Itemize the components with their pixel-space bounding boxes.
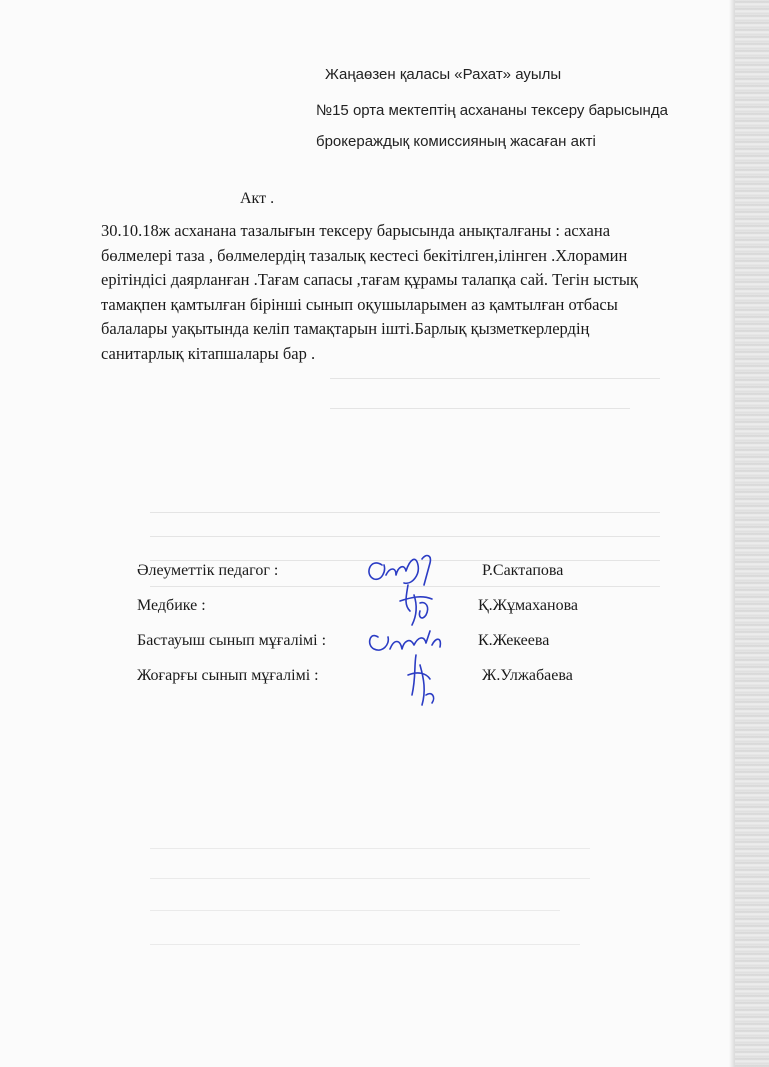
signatory-name: Р.Сактапова: [482, 562, 564, 579]
signatory-name: Қ.Жұмаханова: [478, 597, 579, 614]
header-line-3: брокераждық комиссияның жасаған акті: [316, 133, 596, 150]
signatory-role: Бастауыш сынып мұғалімі :: [137, 632, 327, 649]
body-line: 30.10.18ж асханана тазалығын тексеру барысында анықталғаны : асхана: [101, 221, 611, 240]
body-line: бөлмелері таза , бөлмелердің тазалық кестесі бекітілген,ілінген .Хлорамин: [101, 245, 628, 265]
act-title: Акт .: [240, 190, 275, 207]
body-line: тамақпен қамтылған бірінші сынып оқушыларымен аз қамтылған отбасы: [101, 294, 618, 314]
handwritten-signatures: [360, 545, 470, 720]
header-line-1: Жаңаөзен қаласы «Рахат» ауылы: [325, 66, 562, 83]
signatory-role: Әлеуметтік педагог :: [137, 562, 279, 579]
signature-1: [369, 556, 430, 585]
signature-3: [370, 631, 441, 650]
act-body: [101, 219, 661, 366]
signatory-role: Медбике :: [137, 597, 206, 614]
signatory-name: К.Жекеева: [478, 632, 550, 649]
body-line: санитарлық кітапшалары бар .: [101, 343, 316, 363]
body-line: ерітіндісі даярланған .Тағам сапасы ,тағам құрамы талапқа сай. Тегін ыстық: [101, 270, 638, 289]
signature-4: [408, 655, 434, 705]
body-line: балалары уақытында келіп тамақтарын ішті.Барлық қызметкерлердің: [101, 319, 590, 338]
signatory-role: Жоғарғы сынып мұғалімі :: [137, 667, 319, 684]
signatory-name: Ж.Улжабаева: [482, 667, 573, 684]
scan-edge-gradient: [729, 0, 735, 1067]
signature-2: [400, 585, 432, 625]
scan-edge-shadow: [735, 0, 769, 1067]
header-line-2: №15 орта мектептің асхананы тексеру барысында: [316, 102, 668, 119]
